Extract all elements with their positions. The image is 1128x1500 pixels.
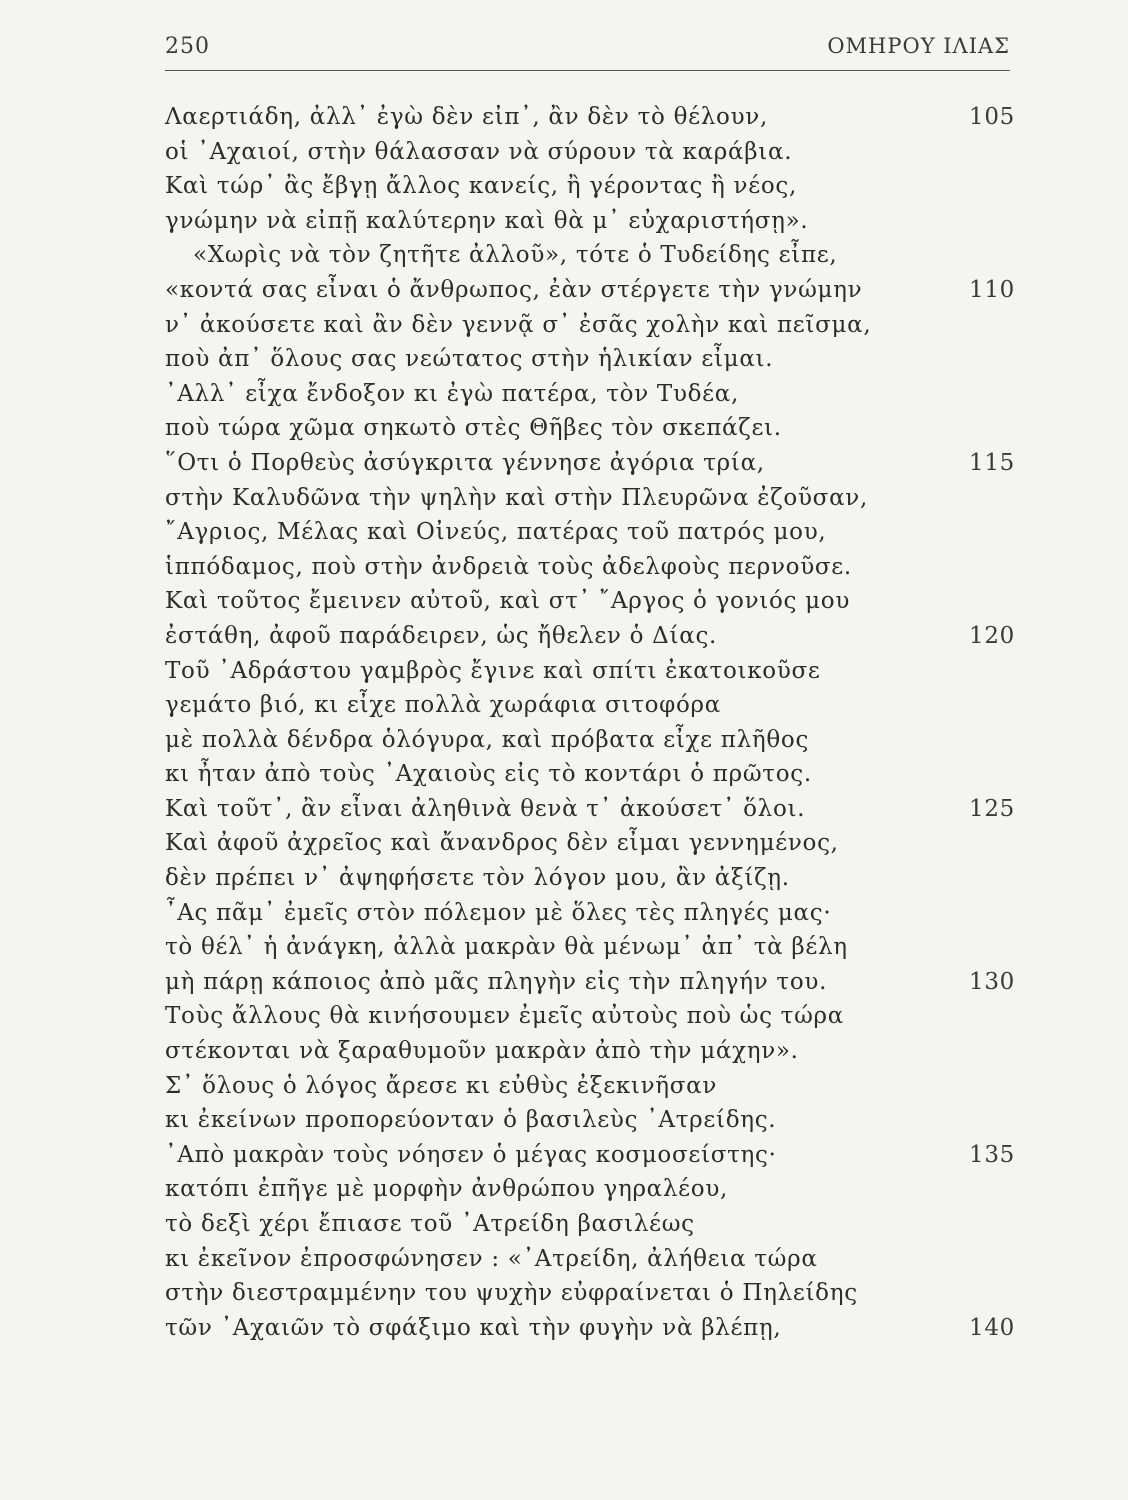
verse-text: ῏Ας πᾶμ᾽ ἐμεῖς στὸν πόλεμον μὲ ὅλες τὲς πληγές μας· bbox=[165, 899, 832, 926]
verse-text: κι ἦταν ἀπὸ τοὺς ᾽Αχαιοὺς εἰς τὸ κοντάρι ὁ πρῶτος. bbox=[165, 761, 812, 788]
verse-line bbox=[165, 1242, 1015, 1277]
verse-text: τῶν ᾽Αχαιῶν τὸ σφάξιμο καὶ τὴν φυγὴν νὰ βλέπῃ, bbox=[165, 1314, 782, 1341]
verse-line bbox=[165, 1069, 1015, 1104]
verse-line bbox=[165, 308, 1015, 343]
verse-text: τὸ δεξὶ χέρι ἔπιασε τοῦ ᾽Ατρείδη βασιλέως bbox=[165, 1211, 695, 1237]
verse-line bbox=[165, 515, 1015, 550]
verse-line bbox=[165, 1034, 1015, 1069]
verse-line bbox=[165, 584, 1015, 619]
line-number: 140 bbox=[969, 1314, 1015, 1341]
verse-line bbox=[165, 135, 1015, 170]
verse-text: Καὶ τώρ᾽ ἂς ἔβγῃ ἄλλος κανείς, ἢ γέροντας ἢ νέος, bbox=[165, 173, 797, 200]
verse-line bbox=[165, 688, 1015, 723]
line-number: 130 bbox=[969, 968, 1015, 995]
line-number: 125 bbox=[969, 795, 1015, 822]
verse-text: Καὶ τοῦτ᾽, ἂν εἶναι ἀληθινὰ θενὰ τ᾽ ἀκούσετ᾽ ὅλοι. bbox=[165, 795, 806, 822]
line-number: 115 bbox=[969, 449, 1015, 476]
verse-line bbox=[165, 1207, 1015, 1242]
verse-text: κι ἐκείνων προπορεύονταν ὁ βασιλεὺς ᾽Ατρείδης. bbox=[165, 1107, 777, 1134]
verse-text: ᾽Αλλ᾽ εἶχα ἔνδοξον κι ἐγὼ πατέρα, τὸν Τυδέα, bbox=[165, 380, 740, 407]
verse-text: Τοῦ ᾽Αδράστου γαμβρὸς ἔγινε καὶ σπίτι ἐκατοικοῦσε bbox=[165, 657, 821, 684]
verse-line bbox=[165, 238, 1015, 273]
verse-text: δὲν πρέπει ν᾽ ἀψηφήσετε τὸν λόγον μου, ἂν ἀξίζῃ. bbox=[165, 865, 790, 892]
verse-line bbox=[165, 100, 1015, 135]
verse-text: στέκονται νὰ ξαραθυμοῦν μακρὰν ἀπὸ τὴν μάχην». bbox=[165, 1038, 799, 1065]
verse-line bbox=[165, 550, 1015, 585]
verse-text: Λαερτιάδη, ἀλλ᾽ ἐγὼ δὲν εἰπ᾽, ἂν δὲν τὸ θέλουν, bbox=[165, 104, 768, 130]
verse-text: τὸ θέλ᾽ ἡ ἀνάγκη, ἀλλὰ μακρὰν θὰ μένωμ᾽ ἀπ᾽ τὰ βέλη bbox=[165, 934, 848, 961]
line-number: 105 bbox=[969, 104, 1015, 130]
line-number: 110 bbox=[969, 276, 1015, 303]
verse-text: οἱ ᾽Αχαιοί, στὴν θάλασσαν νὰ σύρουν τὰ καράβια. bbox=[165, 138, 793, 165]
verse-text: γεμάτο βιό, κι εἶχε πολλὰ χωράφια σιτοφόρα bbox=[165, 692, 721, 719]
verse-text: Καὶ ἀφοῦ ἀχρεῖος καὶ ἄνανδρος δὲν εἶμαι γεννημένος, bbox=[165, 830, 839, 857]
verse-text: ῎Αγριος, Μέλας καὶ Οἰνεύς, πατέρας τοῦ πατρός μου, bbox=[165, 519, 827, 546]
verse-line bbox=[165, 896, 1015, 931]
verse-list bbox=[165, 100, 1015, 1345]
verse-line bbox=[165, 411, 1015, 446]
verse-line bbox=[165, 792, 1015, 827]
line-number: 135 bbox=[969, 1141, 1015, 1168]
verse-text: ᾽Απὸ μακρὰν τοὺς νόησεν ὁ μέγας κοσμοσείστης· bbox=[165, 1141, 777, 1168]
verse-line bbox=[165, 377, 1015, 412]
verse-line bbox=[165, 169, 1015, 204]
verse-text: «κοντά σας εἶναι ὁ ἄνθρωπος, ἐὰν στέργετε τὴν γνώμην bbox=[165, 276, 863, 303]
verse-line bbox=[165, 273, 1015, 308]
verse-text: στὴν διεστραμμένην του ψυχὴν εὐφραίνεται ὁ Πηλείδης bbox=[165, 1280, 858, 1307]
verse-text: κατόπι ἐπῆγε μὲ μορφὴν ἀνθρώπου γηραλέου, bbox=[165, 1176, 729, 1203]
page-header bbox=[165, 30, 1010, 71]
verse-line bbox=[165, 1311, 1015, 1346]
verse-text: γνώμην νὰ εἰπῇ καλύτερην καὶ θὰ μ᾽ εὐχαριστήσῃ». bbox=[165, 207, 809, 234]
verse-line bbox=[165, 1103, 1015, 1138]
verse-text: μὲ πολλὰ δένδρα ὁλόγυρα, καὶ πρόβατα εἶχε πλῆθος bbox=[165, 726, 810, 753]
verse-text: ἐστάθη, ἀφοῦ παράδειρεν, ὡς ἤθελεν ὁ Δίας. bbox=[165, 622, 718, 649]
verse-text: Τοὺς ἄλλους θὰ κινήσουμεν ἐμεῖς αὐτοὺς ποὺ ὡς τώρα bbox=[165, 1003, 845, 1030]
verse-line bbox=[165, 1172, 1015, 1207]
verse-line bbox=[165, 1276, 1015, 1311]
verse-text: Σ᾽ ὅλους ὁ λόγος ἄρεσε κι εὐθὺς ἐξεκινῆσαν bbox=[165, 1072, 718, 1099]
verse-line bbox=[165, 446, 1015, 481]
verse-line bbox=[165, 342, 1015, 377]
verse-line bbox=[165, 757, 1015, 792]
verse-line bbox=[165, 930, 1015, 965]
verse-text: Καὶ τοῦτος ἔμεινεν αὐτοῦ, καὶ στ᾽ ῎Αργος ὁ γονιός μου bbox=[165, 588, 851, 615]
line-number: 120 bbox=[969, 622, 1015, 649]
verse-line bbox=[165, 999, 1015, 1034]
verse-text: μὴ πάρῃ κάποιος ἀπὸ μᾶς πληγὴν εἰς τὴν πληγήν του. bbox=[165, 968, 828, 995]
verse-line bbox=[165, 204, 1015, 239]
verse-line bbox=[165, 1138, 1015, 1173]
verse-line bbox=[165, 654, 1015, 689]
running-title: ΟΜΗΡΟΥ ΙΛΙΑΣ bbox=[827, 34, 1010, 58]
verse-text: ν᾽ ἀκούσετε καὶ ἂν δὲν γεννᾷ σ᾽ ἐσᾶς χολὴν καὶ πεῖσμα, bbox=[165, 311, 872, 338]
verse-line bbox=[165, 965, 1015, 1000]
verse-line bbox=[165, 723, 1015, 758]
verse-text: ποὺ ἀπ᾽ ὅλους σας νεώτατος στὴν ἡλικίαν εἶμαι. bbox=[165, 346, 774, 373]
verse-line bbox=[165, 481, 1015, 516]
verse-text: ἱππόδαμος, ποὺ στὴν ἀνδρειὰ τοὺς ἀδελφοὺς περνοῦσε. bbox=[165, 553, 852, 580]
verse-text: ῞Οτι ὁ Πορθεὺς ἀσύγκριτα γέννησε ἀγόρια τρία, bbox=[165, 449, 765, 476]
verse-text: ποὺ τώρα χῶμα σηκωτὸ στὲς Θῆβες τὸν σκεπάζει. bbox=[165, 415, 782, 442]
verse-line bbox=[165, 826, 1015, 861]
verse-line bbox=[165, 861, 1015, 896]
verse-text: «Χωρὶς νὰ τὸν ζητῆτε ἀλλοῦ», τότε ὁ Τυδείδης εἶπε, bbox=[193, 242, 838, 269]
verse-line bbox=[165, 619, 1015, 654]
verse-text: στὴν Καλυδῶνα τὴν ψηλὴν καὶ στὴν Πλευρῶνα ἐζοῦσαν, bbox=[165, 484, 868, 511]
page-number: 250 bbox=[165, 34, 210, 59]
verse-text: κι ἐκεῖνον ἐπροσφώνησεν : «᾽Ατρείδη, ἀλήθεια τώρα bbox=[165, 1245, 818, 1272]
